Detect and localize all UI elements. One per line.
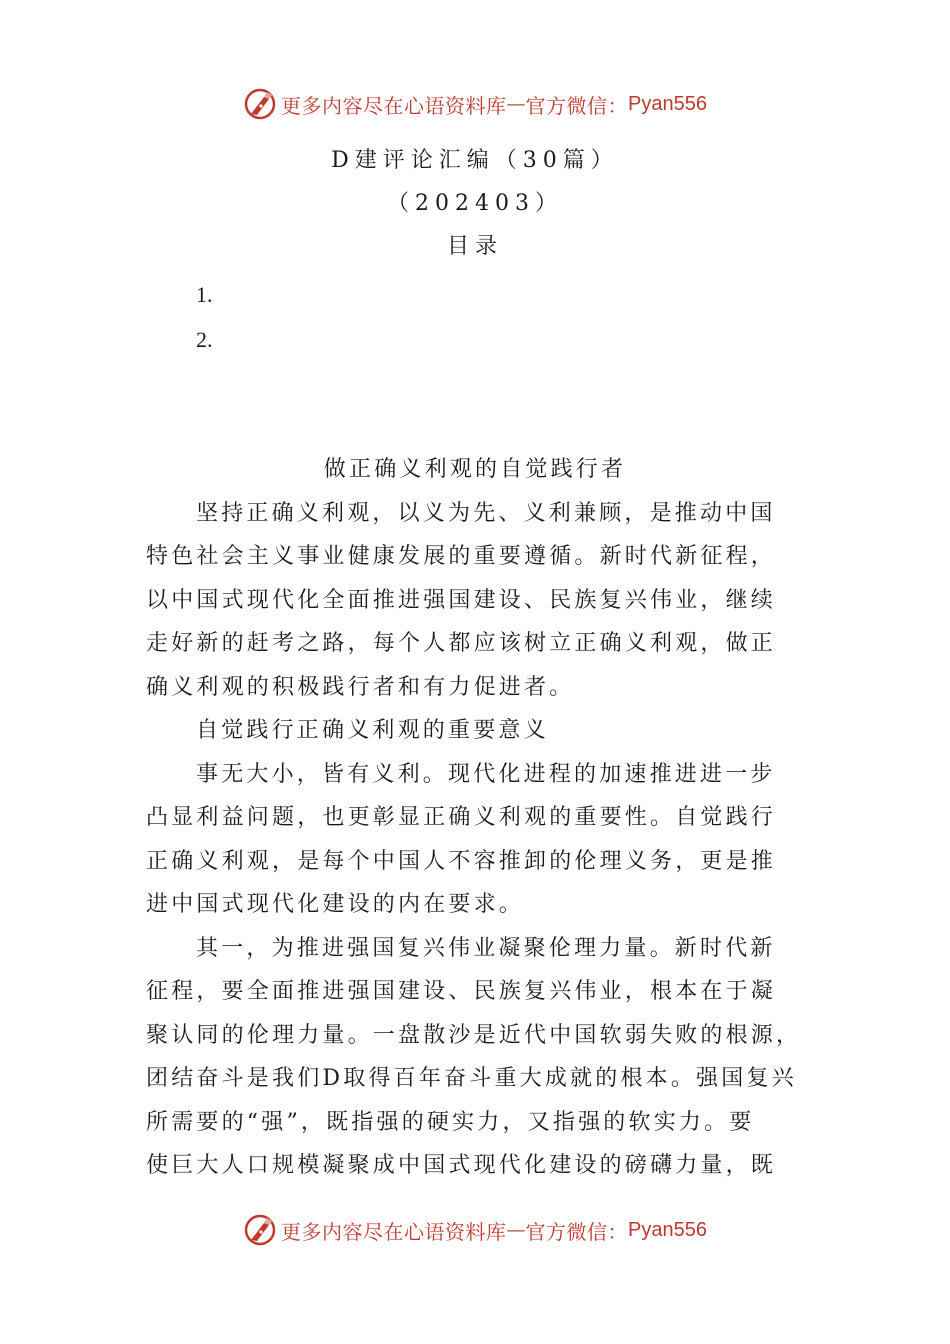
paragraph-line: 事无大小，皆有义利。现代化进程的加速推进进一步 — [196, 762, 776, 787]
paragraph-line: 确义利观的积极践行者和有力促进者。 — [146, 675, 575, 700]
paragraph-line: 团结奋斗是我们D取得百年奋斗重大成就的根本。强国复兴 — [146, 1066, 797, 1091]
banner-text: 更多内容尽在心语资料库 — [281, 93, 507, 118]
toc-heading: 目录 — [446, 234, 503, 259]
banner-wechat-id: Pyan556 — [628, 92, 707, 115]
footer-watermark-banner — [0, 1210, 950, 1250]
paragraph-line: 使巨大人口规模凝聚成中国式现代化建设的磅礴力量，既 — [146, 1153, 777, 1178]
document-date: （202403） — [387, 191, 563, 216]
toc-item[interactable]: 2. — [196, 327, 213, 352]
pen-nib-logo-icon — [243, 87, 277, 121]
banner-separator: — — [506, 93, 526, 115]
paragraph-line: 聚认同的伦理力量。一盘散沙是近代中国软弱失败的根源， — [146, 1023, 802, 1048]
document-title: D建评论汇编（30篇） — [331, 148, 619, 173]
banner-label: 官方微信： — [525, 93, 629, 118]
banner-separator: — — [506, 1219, 526, 1241]
paragraph-line: 进中国式现代化建设的内在要求。 — [146, 892, 525, 917]
pen-nib-logo-icon — [243, 1213, 277, 1247]
banner-label: 官方微信： — [525, 1219, 629, 1244]
section-heading: 自觉践行正确义利观的重要意义 — [196, 718, 549, 743]
paragraph-line: 正确义利观，是每个中国人不容推卸的伦理义务，更是推 — [146, 849, 777, 874]
banner-text: 更多内容尽在心语资料库 — [281, 1219, 507, 1244]
toc-item[interactable]: 1. — [196, 282, 213, 307]
paragraph-line: 其一，为推进强国复兴伟业凝聚伦理力量。新时代新 — [196, 936, 776, 961]
paragraph-line: 征程，要全面推进强国建设、民族复兴伟业，根本在于凝 — [146, 979, 777, 1004]
paragraph-line: 所需要的“强”，既指强的硬实力，又指强的软实力。要 — [146, 1110, 755, 1135]
banner-wechat-id: Pyan556 — [628, 1218, 707, 1241]
paragraph-line: 以中国式现代化全面推进强国建设、民族复兴伟业，继续 — [146, 588, 777, 613]
article-title: 做正确义利观的自觉践行者 — [323, 457, 627, 482]
header-watermark-banner — [0, 84, 950, 124]
paragraph-line: 走好新的赶考之路，每个人都应该树立正确义利观，做正 — [146, 631, 777, 656]
paragraph-line: 坚持正确义利观，以义为先、义利兼顾，是推动中国 — [196, 501, 776, 526]
paragraph-line: 凸显利益问题，也更彰显正确义利观的重要性。自觉践行 — [146, 805, 777, 830]
paragraph-line: 特色社会主义事业健康发展的重要遵循。新时代新征程， — [146, 544, 777, 569]
